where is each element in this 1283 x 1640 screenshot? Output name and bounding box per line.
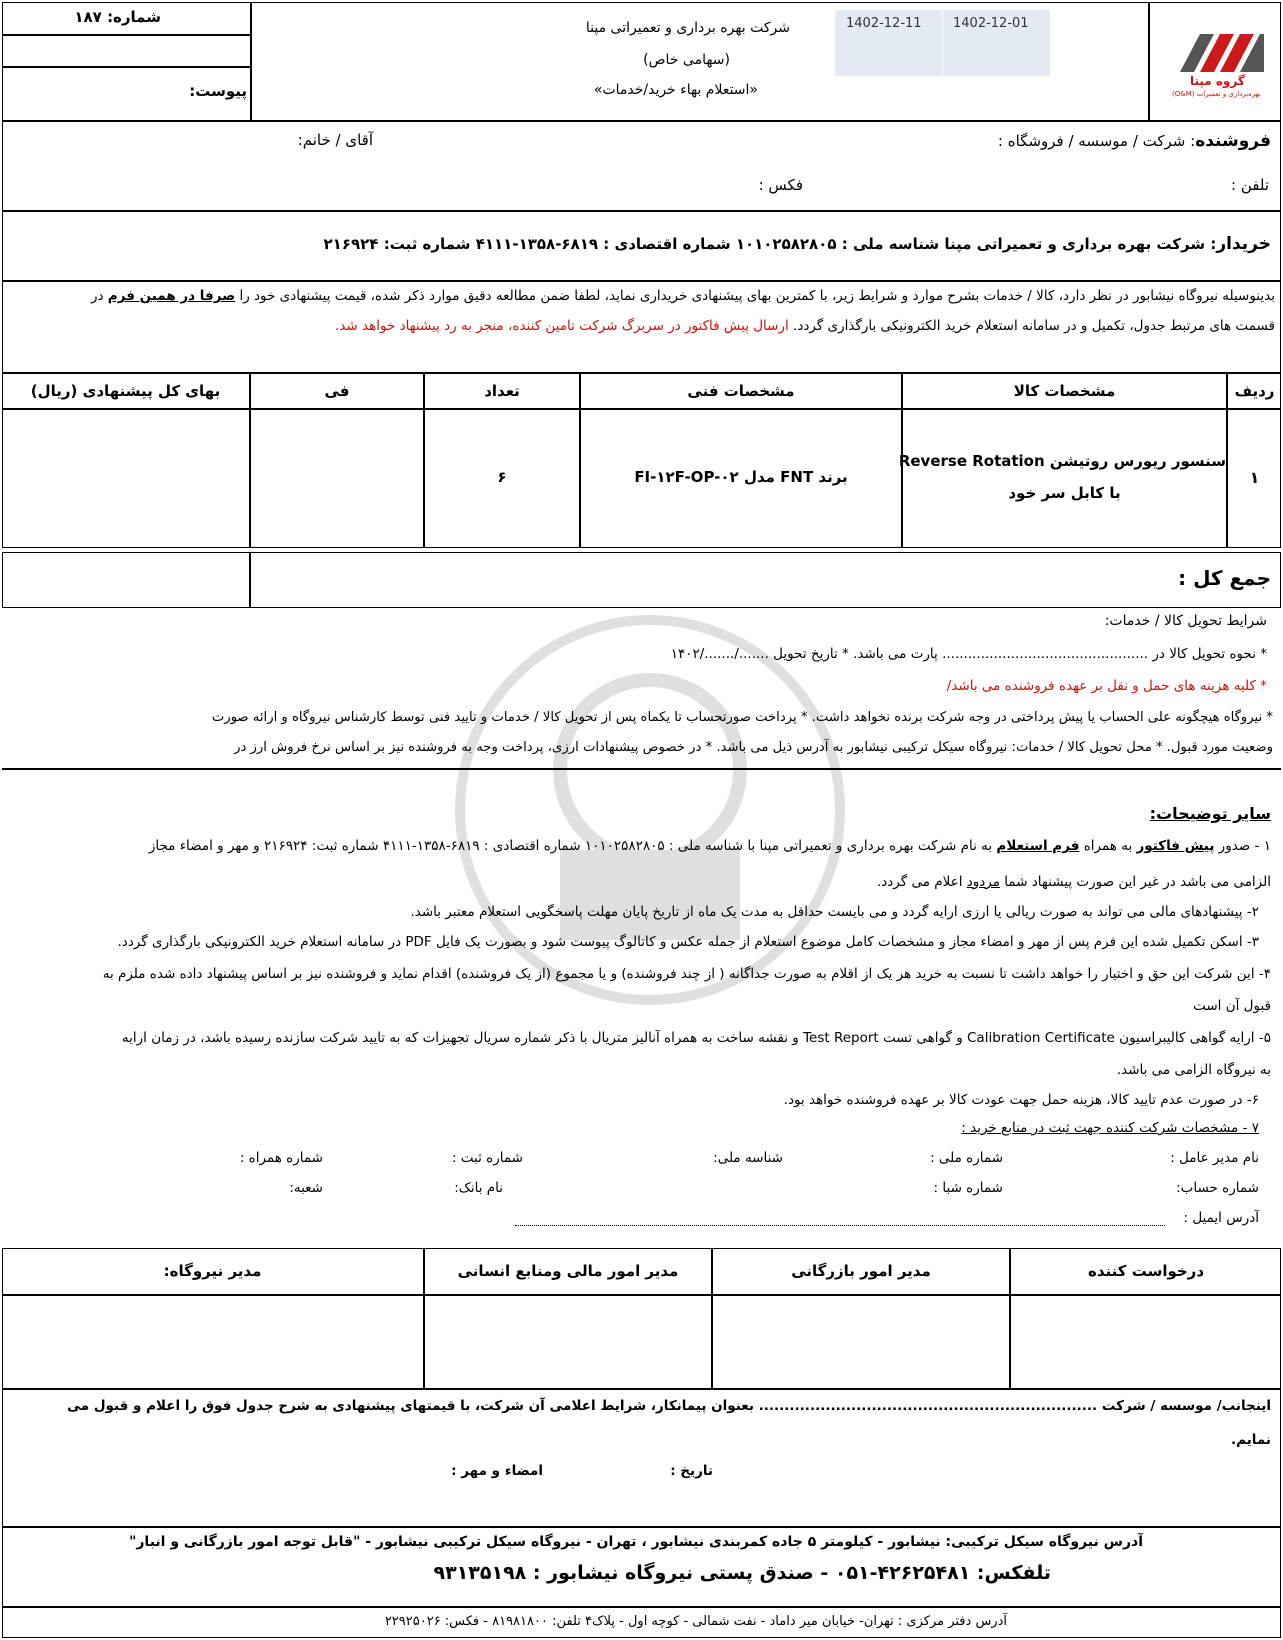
item-description-line2: با کابل سر خود	[1008, 484, 1121, 502]
col-header-unit-price: فی	[324, 382, 350, 400]
seller-phone-label: تلفن :	[1231, 176, 1269, 194]
row-number: ۱	[1249, 468, 1260, 487]
sum-total-field[interactable]	[4, 555, 247, 605]
attachment-label: پیوست:	[189, 82, 247, 100]
date-start: 1402-12-01	[953, 16, 1029, 31]
date-end: 1402-12-11	[846, 16, 922, 31]
seller-label: فروشنده: شرکت / موسسه / فروشگاه :	[997, 131, 1271, 151]
note-4-line2: قبول آن است	[1193, 998, 1271, 1014]
registration-number-label: شماره ثبت :	[451, 1150, 523, 1166]
note-1: ۱ - صدور پیش فاکتور به همراه فرم استعلام به نام شرکت بهره برداری و تعمیراتی مپنا با شناسه ملی : ۱۰۱۰۲۵۸۲۸۰۵ شماره اقتصادی : ۶۸۱۹-۱۳۵۸-۴۱۱۱ شماره ثبت: ۲۱۶۹۲۴ و مهر و امضاء مجاز	[148, 838, 1271, 854]
sheba-number-label: شماره شبا :	[933, 1180, 1003, 1196]
delivery-line2: * کلیه هزینه های حمل و نقل بر عهده فروشنده می باشد/	[946, 678, 1267, 694]
declaration-sign-label: امضاء و مهر :	[451, 1463, 543, 1479]
signature-requester: درخواست کننده	[1087, 1262, 1205, 1280]
total-price-field[interactable]	[4, 412, 247, 546]
note-6: ۶- در صورت عدم تایید کالا، هزینه حمل جهت عودت کالا بر عهده فروشنده خواهد بود.	[783, 1092, 1259, 1108]
branch-label: شعبه:	[289, 1180, 323, 1196]
notes-title: سایر توضیحات:	[1149, 804, 1271, 823]
footer-telfax: تلفکس: ۴۲۶۲۵۴۸۱-۰۵۱ - صندق پستی نیروگاه نیشابور : ۹۳۱۳۵۱۹۸	[433, 1562, 1051, 1584]
account-number-label: شماره حساب:	[1176, 1180, 1259, 1196]
col-header-spec: مشخصات فنی	[687, 382, 795, 400]
national-id-label: شناسه ملی:	[713, 1150, 783, 1166]
col-header-row: ردیف	[1234, 382, 1275, 400]
note-2: ۲- پیشنهادهای مالی می تواند به صورت ریالی یا ارزی ارایه گردد و می بایست حداقل به مدت یک ماه از تاریخ پایان مهلت پاسخگویی استعلام معتبر باشد.	[410, 904, 1259, 920]
company-name: شرکت بهره برداری و تعمیراتی مپنا	[585, 20, 790, 36]
seller-fax-label: فکس :	[758, 176, 803, 194]
email-label: آدرس ایمیل :	[1183, 1210, 1259, 1226]
signature-commerce-manager: مدیر امور بازرگانی	[791, 1262, 931, 1280]
mapna-logo-icon	[1178, 30, 1266, 74]
bank-name-label: نام بانک:	[454, 1180, 503, 1196]
signature-plant-manager: مدیر نیروگاه:	[163, 1262, 262, 1280]
national-number-label: شماره ملی :	[930, 1150, 1003, 1166]
col-header-total: بهای کل پیشنهادی (ریال)	[30, 382, 221, 400]
col-header-qty: تعداد	[484, 382, 520, 400]
watermark-seal	[440, 600, 860, 1020]
signature-finance-manager: مدیر امور مالی ومنابع انسانی	[457, 1262, 679, 1280]
intro-line1: بدینوسیله نیروگاه نیشابور در نظر دارد، کالا / خدمات بشرح موارد و شرایط زیر، با کمترین بهای پیشنهادی خریداری نماید، لطفا ضمن مطالعه دقیق موارد ذکر شده، قیمت پیشنهادی خود را صرفا در همین فرم در	[90, 288, 1275, 304]
mobile-number-label: شماره همراه :	[239, 1150, 323, 1166]
intro-line2: قسمت های مرتبط جدول، تکمیل و در سامانه استعلام خرید الکترونیکی بارگذاری گردد. ارسال پیش فاکتور در سربرگ شرکت تامین کننده، منجر به رد پیشنهاد خواهد شد.	[335, 318, 1275, 334]
form-title: «استعلام بهاء خرید/خدمات»	[593, 82, 758, 98]
footer-address: آدرس نیروگاه سیکل ترکیبی: نیشابور - کیلومتر ۵ جاده کمربندی نیشابور ، تهران - نیروگاه سیکل ترکیبی نیشابور - "قابل توجه امور بازرگانی و انبار"	[129, 1534, 1143, 1550]
ceo-name-label: نام مدیر عامل :	[1170, 1150, 1259, 1166]
item-spec: برند FNT مدل FI-۱۲F-OP-۰۲	[634, 468, 848, 486]
declaration-date-label: تاریخ :	[670, 1463, 713, 1479]
delivery-line4: وضعیت مورد قبول. * محل تحویل کالا / خدمات: نیروگاه سیکل ترکیبی نیشابور به آدرس ذیل می باشد. * در خصوص پیشنهادات ارزی، پرداخت وجه به فروشنده نیز بر اساس نرخ فروش ارز در	[234, 740, 1273, 755]
footer-office-address: آدرس دفتر مرکزی : تهران- خیابان میر داماد - نفت شمالی - کوچه اول - پلاک۴ تلفن: ۸۱۹۸۱۸۰۰ - فکس: ۲۲۹۲۵۰۲۶	[384, 1614, 1007, 1629]
logo-subtext: بهره‌برداری و تعمیرات (O&M)	[1172, 90, 1261, 98]
logo-text: گروه مپنا	[1190, 74, 1245, 88]
buyer-info: خریدار: شرکت بهره برداری و تعمیراتی مپنا شناسه ملی : ۱۰۱۰۲۵۸۲۸۰۵ شماره اقتصادی : ۶۸۱۹-۱۳۵۸-۴۱۱۱ شماره ثبت: ۲۱۶۹۲۴	[323, 234, 1271, 254]
declaration-line1: اینجانب/ موسسه / شرکت .................................................................. بعنوان پیمانکار، شرایط اعلامی آن شرکت، با قیمتهای پیشنهادی به شرح جدول فوق را اعلام و قبول می	[67, 1398, 1271, 1414]
unit-price-field[interactable]	[252, 412, 421, 546]
item-description-line1: سنسور ریورس روتیشن Reverse Rotation	[898, 452, 1226, 470]
note-5-line2: به نیروگاه الزامی می باشد.	[1116, 1062, 1271, 1078]
sum-label: جمع کل :	[1178, 566, 1271, 590]
note-7: ۷ - مشخصات شرکت کننده جهت ثبت در منابع خرید :	[961, 1120, 1259, 1136]
note-1-line2: الزامی می باشد در غیر این صورت پیشنهاد شما مردود اعلام می گردد.	[876, 874, 1271, 890]
delivery-line1: * نحوه تحویل کالا در ................................................ پارت می باشد. * تاریخ تحویل ......./......./۱۴۰۲	[670, 646, 1267, 662]
delivery-title: شرایط تحویل کالا / خدمات:	[1104, 613, 1267, 629]
note-4: ۴- این شرکت این حق و اختیار را خواهد داشت تا نسبت به خرید هر یک از اقلام به صورت جداگانه ( از چند فروشنده) و یا مجموع (از یک فروشنده) اقدام نماید و فروشنده نیز بر اساس پیشنهاد داده شده ملزم به	[102, 966, 1271, 982]
email-field[interactable]	[515, 1224, 1165, 1226]
seller-person-label: آقای / خانم:	[297, 131, 373, 149]
note-5: ۵- ارایه گواهی کالیبراسیون Calibration Certificate و گواهی تست Test Report و نقشه ساخت به همراه آنالیز متریال با ذکر شماره سریال تجهیزات که به تایید شرکت سازنده رسیده باشد، در زمان ارایه	[121, 1030, 1271, 1046]
declaration-line2: نمایم.	[1231, 1432, 1271, 1448]
item-qty: ۶	[497, 468, 507, 486]
delivery-line3: * نیروگاه هیچگونه علی الحساب یا پیش پرداختی در وجه شرکت برنده نخواهد داشت. * پرداخت صورتحساب تا یکماه پس از تحویل کالا / خدمات و تایید فنی توسط کارشناس نیروگاه و ارائه صورت	[211, 710, 1273, 725]
form-number: شماره: ۱۸۷	[74, 8, 161, 26]
company-type: (سهامی خاص)	[643, 52, 730, 68]
col-header-item: مشخصات کالا	[1013, 382, 1116, 400]
note-3: ۳- اسکن تکمیل شده این فرم پس از مهر و امضاء مجاز و مشخصات کامل موضوع استعلام از جمله عکس و کاتالوگ پیوست شود و بصورت یک فایل PDF در سامانه استعلام خرید الکترونیکی بارگذاری گردد.	[117, 934, 1259, 950]
